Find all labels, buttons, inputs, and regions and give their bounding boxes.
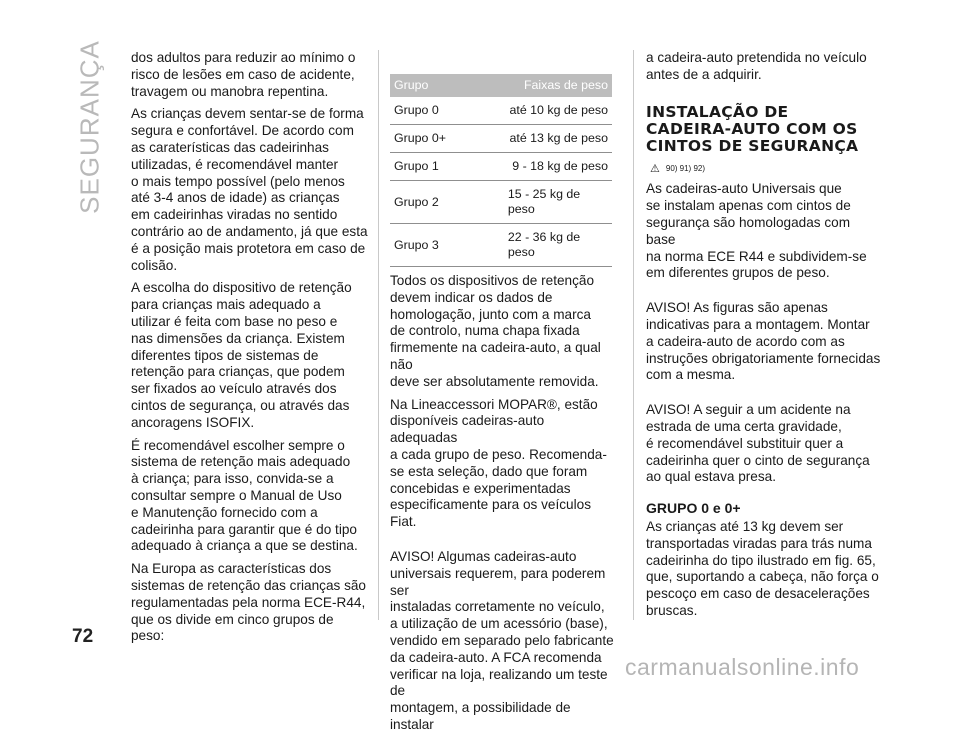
page-number: 72	[72, 626, 94, 647]
table-row	[390, 97, 612, 125]
section-title-text: SEGURANÇA	[74, 40, 105, 214]
table-header-row	[390, 74, 612, 97]
paragraph: Na Europa as características dos sistemas de retenção das crianças são regulamentadas pela norma ECE-R44, que os divide em cinco grupos de peso:	[131, 561, 366, 644]
column-divider	[633, 50, 634, 620]
table-cell: Grupo 3	[390, 224, 464, 267]
warning-triangle-icon: ⚠	[650, 162, 660, 175]
table-header-group: Grupo	[390, 74, 464, 97]
reference-numbers: 90) 91) 92)	[665, 163, 706, 173]
column-2	[390, 74, 615, 740]
watermark-text: carmanualsonline.info	[625, 654, 860, 680]
table-row	[390, 125, 612, 153]
subheading: GRUPO 0 e 0+	[646, 500, 741, 517]
table-row	[390, 224, 612, 267]
paragraph: AVISO! A seguir a um acidente na estrada de uma certa gravidade, é recomendável substituir quer a cadeirinha quer o cinto de segurança ao qual estava presa.	[646, 402, 870, 485]
table-cell: Grupo 2	[390, 181, 464, 224]
table-cell: até 13 kg de peso	[464, 125, 612, 153]
column-divider	[378, 50, 379, 620]
paragraph: É recomendável escolher sempre o sistema de retenção mais adequado à criança; para isso, convida-se a consultar sempre o Manual de Uso e Manutenção fornecido com a cadeirinha para garantir que é do tipo adequado à criança a que se destina.	[131, 437, 358, 554]
column-1	[131, 50, 369, 651]
table-cell: 22 - 36 kg de peso	[464, 224, 612, 267]
table-header-weight: Faixas de peso	[464, 74, 612, 97]
paragraph: Todos os dispositivos de retenção devem indicar os dados de homologação, junto com a marca de controlo, numa chapa fixada firmemente na cadeira-auto, a qual não deve ser absolutamente removida.	[390, 273, 601, 389]
table-cell: 9 - 18 kg de peso	[464, 153, 612, 181]
section-title-vertical	[70, 40, 110, 214]
section-heading: INSTALAÇÃO DE CADEIRA-AUTO COM OS CINTOS DE SEGURANÇA	[646, 102, 859, 155]
table-cell: 15 - 25 kg de peso	[464, 181, 612, 224]
table-cell: Grupo 0+	[390, 125, 464, 153]
paragraph: As crianças até 13 kg devem ser transportadas viradas para trás numa cadeirinha do tipo ilustrado em fig. 65, que, suportando a cabeça, não força o pescoço em caso de desacelerações bruscas.	[646, 518, 879, 618]
paragraph: As crianças devem sentar-se de forma segura e confortável. De acordo com as caraterísticas das cadeirinhas utilizadas, é recomendável manter o mais tempo possível (pelo menos até 3-4 anos de idade) as crianças em cadeirinhas viradas no sentido contrário ao de andamento, já que esta é a posição mais protetora em caso de colisão.	[131, 106, 368, 273]
table-row	[390, 153, 612, 181]
paragraph: AVISO! As figuras são apenas indicativas para a montagem. Montar a cadeira-auto de acordo com as instruções obrigatoriamente fornecidas com a mesma.	[646, 300, 881, 383]
paragraph: AVISO! Algumas cadeiras-auto universais requerem, para poderem ser instaladas corretamente no veículo, a utilização de um acessório (base), vendido em separado pelo fabricante da cadeira-auto. A FCA recomenda verificar na loja, realizando um teste de montagem, a possibilidade de instalar	[390, 548, 614, 732]
table-row	[390, 181, 612, 224]
paragraph: As cadeiras-auto Universais que se instalam apenas com cintos de segurança são homologadas com base na norma ECE R44 e subdividem-se em diferentes grupos de peso.	[646, 181, 867, 281]
table-cell: Grupo 1	[390, 153, 464, 181]
weight-groups-table	[390, 74, 612, 267]
table-cell: até 10 kg de peso	[464, 97, 612, 125]
warning-references	[650, 161, 882, 178]
paragraph: Na Lineaccessori MOPAR®, estão disponíveis cadeiras-auto adequadas a cada grupo de peso. Recomenda- se esta seleção, dado que foram concebidas e experimentadas especificamente para os veículos Fiat.	[390, 396, 607, 530]
table-cell: Grupo 0	[390, 97, 464, 125]
paragraph: A escolha do dispositivo de retenção para crianças mais adequado a utilizar é feita com base no peso e nas dimensões da criança. Existem diferentes tipos de sistemas de retenção para crianças, que podem ser fixados ao veículo através dos cintos de segurança, ou através das ancoragens ISOFIX.	[131, 280, 352, 430]
paragraph: dos adultos para reduzir ao mínimo o risco de lesões em caso de acidente, travagem ou manobra repentina.	[131, 50, 356, 99]
paragraph: a cadeira-auto pretendida no veículo antes de a adquirir.	[646, 50, 867, 82]
column-3	[646, 50, 882, 626]
